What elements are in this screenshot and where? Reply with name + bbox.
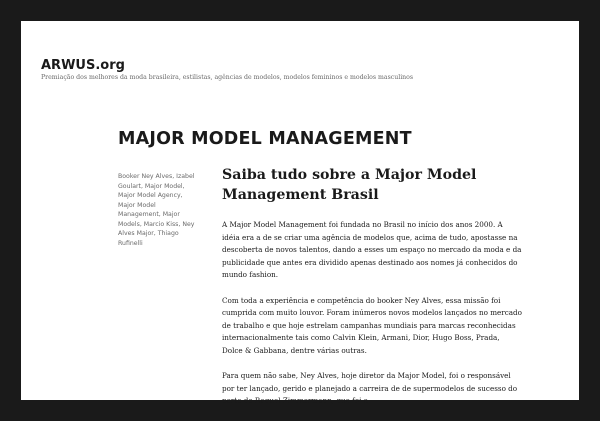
site-description: Premiação dos melhores da moda brasileira, estilistas, agências de modelos, modelos femininos e modelos masculinos <box>41 74 414 81</box>
post-tags: Booker Ney Alves, Izabel Goulart, Major Model, Major Model Agency, Major Model Management, Major Models, Marcio Kiss, Ney Alves Major, Thiago Rufinelli <box>118 173 195 247</box>
tag-link[interactable]: Izabel Goulart <box>118 173 195 190</box>
tag-link[interactable]: Major Model Management <box>118 201 159 218</box>
post-paragraph: A Major Model Management foi fundada no Brasil no início dos anos 2000. A idéia era a de se criar uma agência de modelos que, acima de tudo, apostasse na descoberta de novos talentos, dando a esses um espaço no mercado da moda e da publicidade que antes era dividido apenas destinado aos nomes já conhecidos do mundo fashion. <box>222 220 522 280</box>
post-paragraph: Com toda a experiência e competência do booker Ney Alves, essa missão foi cumprida com muito louvor. Foram inúmeros novos modelos lançados no mercado de trabalho e que hoje estrelam campanhas mundiais para marcas reconhecidas internacionalmente tais como Calvin Klein, Armani, Dior, Hugo Boss, Prada, Dolce & Gabbana, dentre várias outras. <box>222 295 522 355</box>
tag-link[interactable]: Major Model <box>144 182 183 190</box>
tag-link[interactable]: Thiago Rufinelli <box>118 230 179 247</box>
tag-link[interactable]: Booker Ney Alves <box>118 173 173 180</box>
archive-title: MAJOR MODEL MANAGEMENT <box>118 129 412 149</box>
post-paragraph: Para quem não sabe, Ney Alves, hoje diretor da Major Model, foi o responsável por ter lançado, gerido e planejado a carreira de de supermodelos de sucesso do porte de Raquel Zimmermann, que foi a <box>222 371 518 406</box>
tag-link[interactable]: Marcio Kiss <box>143 220 179 228</box>
tag-link[interactable]: Major Model Agency <box>118 192 181 199</box>
page <box>21 21 579 406</box>
tag-link[interactable]: Ney Alves Major <box>118 220 195 237</box>
post-content <box>222 219 522 421</box>
post-title-link[interactable]: Saiba tudo sobre a Major Model Management Brasil <box>222 167 477 203</box>
tag-link[interactable]: Major Models <box>118 211 180 228</box>
site-title-link[interactable]: ARWUS.org <box>41 58 125 73</box>
